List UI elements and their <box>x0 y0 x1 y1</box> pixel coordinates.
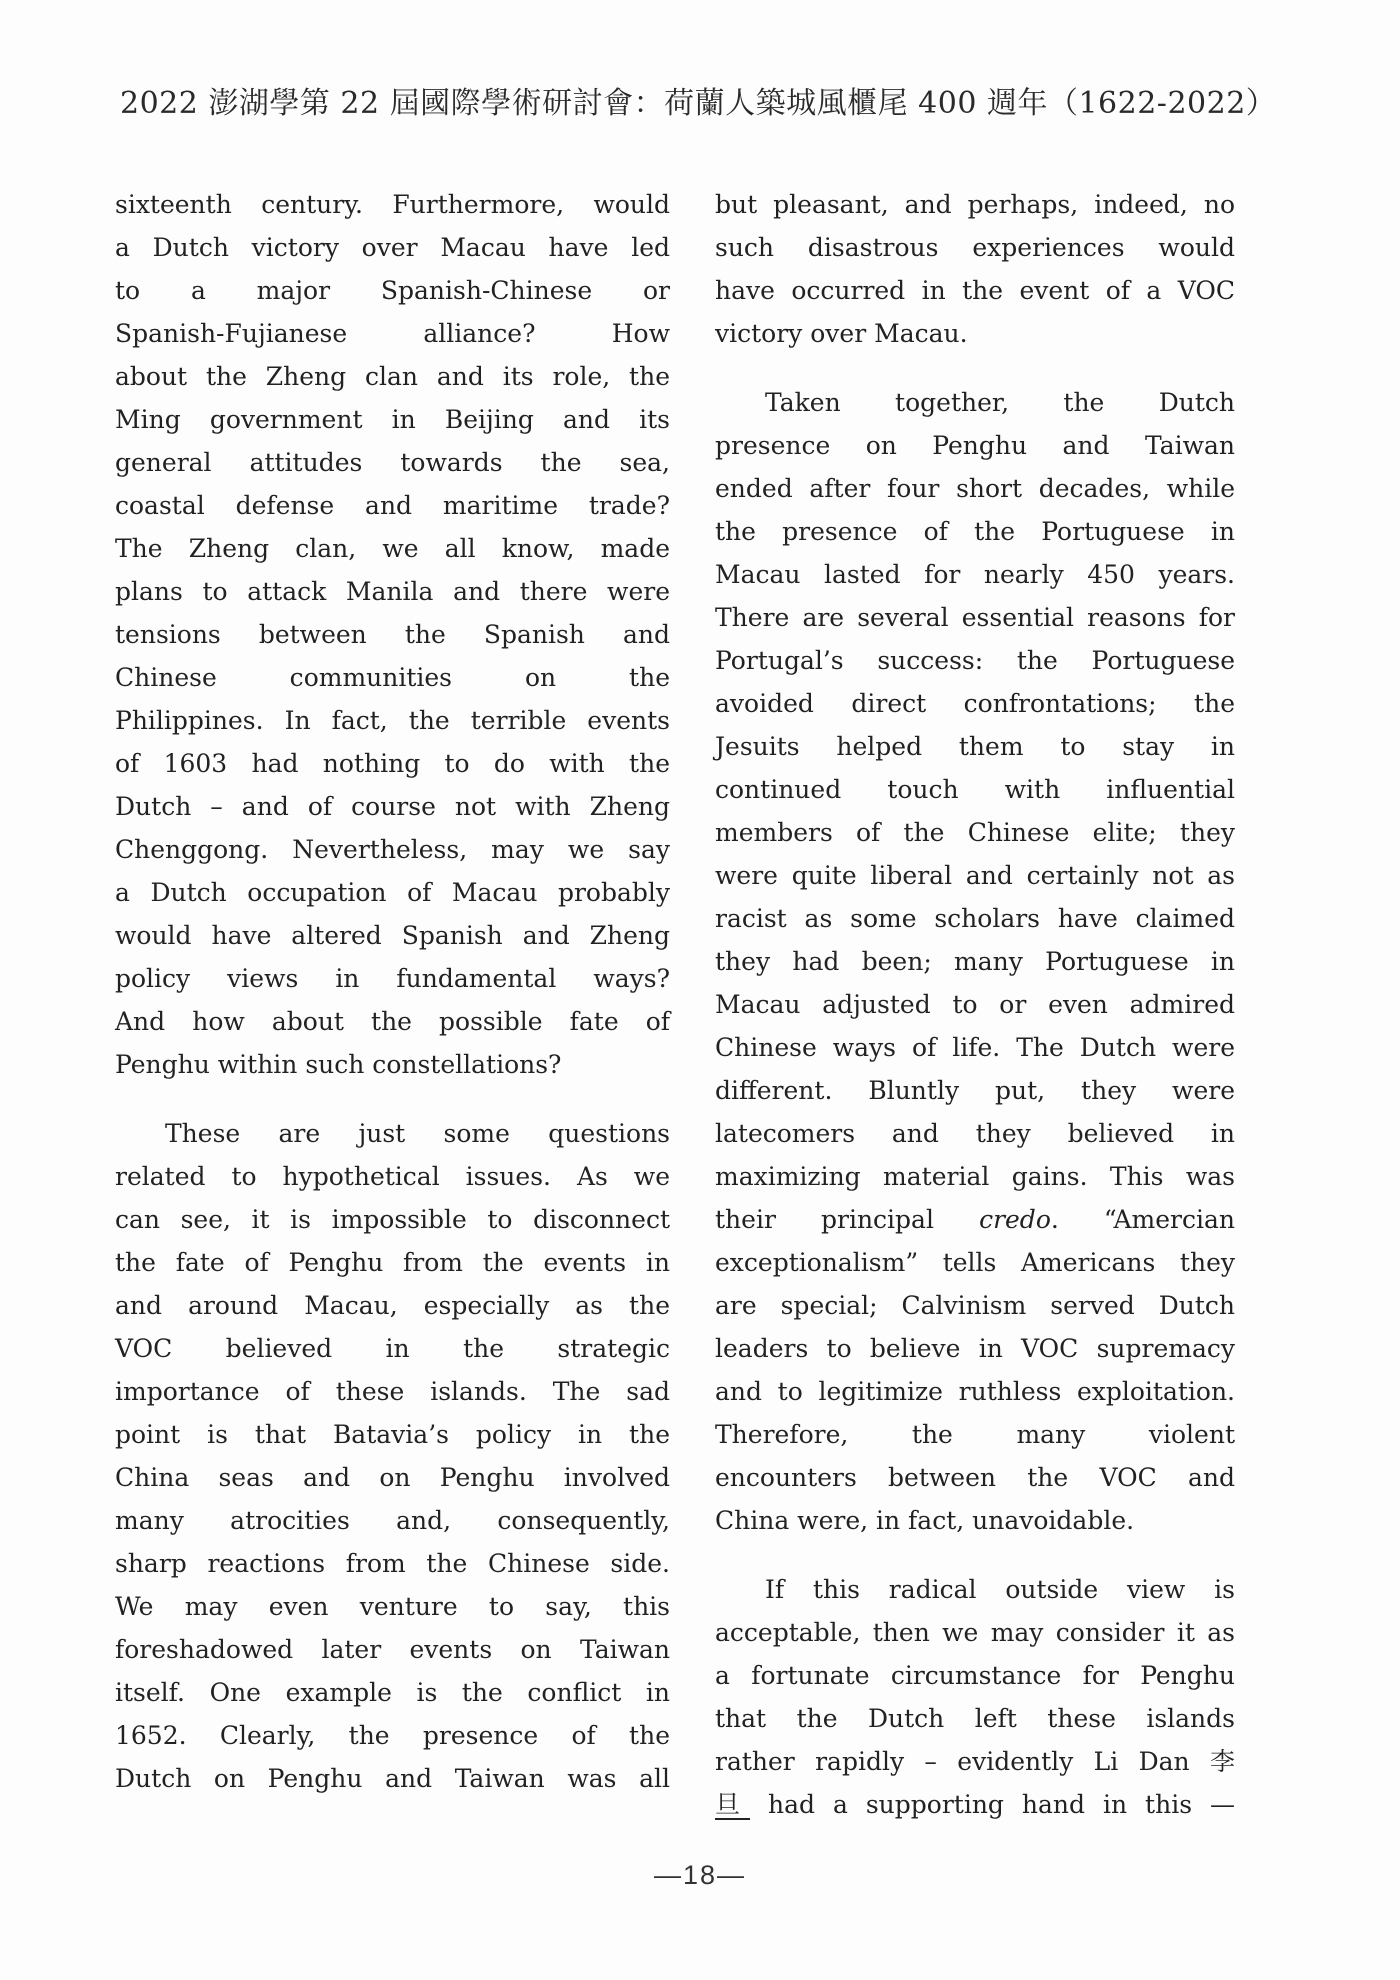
text-line: about the Zheng clan and its role, the <box>115 362 670 391</box>
text-line: If this radical outside view is <box>765 1575 1235 1604</box>
text-line: but pleasant, and perhaps, indeed, no <box>715 190 1235 219</box>
text-line: would have altered Spanish and Zheng <box>115 921 670 950</box>
text-line <box>715 1198 1235 1241</box>
text-line: presence on Penghu and Taiwan <box>715 431 1235 460</box>
text-segment: had a supporting hand in this — <box>750 1790 1235 1819</box>
text-line: point is that Batavia’s policy in the <box>115 1420 670 1449</box>
text-line: sharp reactions from the Chinese side. <box>115 1549 670 1578</box>
text-line: have occurred in the event of a VOC <box>715 276 1235 305</box>
text-line: were quite liberal and certainly not as <box>715 861 1235 890</box>
text-line: leaders to believe in VOC supremacy <box>715 1334 1235 1363</box>
text-line: the presence of the Portuguese in <box>715 517 1235 546</box>
text-line: Jesuits helped them to stay in <box>715 732 1235 761</box>
text-columns <box>115 183 1235 1826</box>
text-line: itself. One example is the conflict in <box>115 1678 670 1707</box>
text-line: such disastrous experiences would <box>715 233 1235 262</box>
text-line: many atrocities and, consequently, <box>115 1506 670 1535</box>
paragraph <box>715 183 1235 355</box>
page-header-title: 2022 澎湖學第 22 屆國際學術研討會：荷蘭人築城風櫃尾 400 週年（1622-2022） <box>120 86 1277 121</box>
text-line: The Zheng clan, we all know, made <box>115 534 670 563</box>
text-line: members of the Chinese elite; they <box>715 818 1235 847</box>
text-line: maximizing material gains. This was <box>715 1162 1235 1191</box>
column-right <box>715 183 1235 1826</box>
text-line: avoided direct confrontations; the <box>715 689 1235 718</box>
text-line: continued touch with influential <box>715 775 1235 804</box>
text-line: importance of these islands. The sad <box>115 1377 670 1406</box>
text-line: Macau lasted for nearly 450 years. <box>715 560 1235 589</box>
text-line: Chinese ways of life. The Dutch were <box>715 1033 1235 1062</box>
italic-text: credo <box>979 1205 1051 1234</box>
text-line: can see, it is impossible to disconnect <box>115 1205 670 1234</box>
text-line: the fate of Penghu from the events in <box>115 1248 670 1277</box>
text-line: to a major Spanish-Chinese or <box>115 276 670 305</box>
underline-text: 旦 <box>715 1790 751 1819</box>
text-line: Spanish-Fujianese alliance? How <box>115 319 670 348</box>
text-line: Taken together, the Dutch <box>765 388 1235 417</box>
text-line: rather rapidly – evidently Li Dan 李 <box>715 1747 1235 1776</box>
paragraph <box>115 183 670 1086</box>
text-line: Penghu within such constellations? <box>115 1050 562 1079</box>
text-line: victory over Macau. <box>715 319 968 348</box>
text-line: that the Dutch left these islands <box>715 1704 1235 1733</box>
text-line: Chinese communities on the <box>115 663 670 692</box>
text-line: a Dutch victory over Macau have led <box>115 233 670 262</box>
text-line: latecomers and they believed in <box>715 1119 1235 1148</box>
text-line: Chenggong. Nevertheless, may we say <box>115 835 670 864</box>
text-line: tensions between the Spanish and <box>115 620 670 649</box>
text-line: a fortunate circumstance for Penghu <box>715 1661 1235 1690</box>
text-line: VOC believed in the strategic <box>115 1334 670 1363</box>
text-line: a Dutch occupation of Macau probably <box>115 878 670 907</box>
paragraph <box>715 381 1235 1542</box>
text-line: exceptionalism” tells Americans they <box>715 1248 1235 1277</box>
text-line: and around Macau, especially as the <box>115 1291 670 1320</box>
text-line: they had been; many Portuguese in <box>715 947 1235 976</box>
text-line: related to hypothetical issues. As we <box>115 1162 670 1191</box>
text-line: sixteenth century. Furthermore, would <box>115 190 670 219</box>
text-line: racist as some scholars have claimed <box>715 904 1235 933</box>
text-line: and to legitimize ruthless exploitation. <box>715 1377 1235 1406</box>
paragraph <box>715 1568 1235 1826</box>
text-line: These are just some questions <box>165 1119 670 1148</box>
column-left <box>115 183 670 1826</box>
text-line: encounters between the VOC and <box>715 1463 1235 1492</box>
text-line: ended after four short decades, while <box>715 474 1235 503</box>
text-line <box>715 1783 1235 1826</box>
text-line: are special; Calvinism served Dutch <box>715 1291 1235 1320</box>
text-line: Philippines. In fact, the terrible events <box>115 706 670 735</box>
text-line: China seas and on Penghu involved <box>115 1463 670 1492</box>
text-line: Macau adjusted to or even admired <box>715 990 1235 1019</box>
text-line: Dutch on Penghu and Taiwan was all <box>115 1764 670 1793</box>
text-line: foreshadowed later events on Taiwan <box>115 1635 670 1664</box>
text-line: coastal defense and maritime trade? <box>115 491 670 520</box>
text-line: Portugal’s success: the Portuguese <box>715 646 1235 675</box>
text-line: There are several essential reasons for <box>715 603 1235 632</box>
text-segment: . “Amercian <box>1050 1205 1235 1234</box>
text-line: acceptable, then we may consider it as <box>715 1618 1235 1647</box>
paragraph <box>115 1112 670 1800</box>
page-number: —18— <box>653 1860 747 1890</box>
text-line: Ming government in Beijing and its <box>115 405 670 434</box>
text-segment: their principal <box>715 1205 980 1234</box>
text-line: We may even venture to say, this <box>115 1592 670 1621</box>
text-line: policy views in fundamental ways? <box>115 964 670 993</box>
text-line: plans to attack Manila and there were <box>115 577 670 606</box>
text-line: 1652. Clearly, the presence of the <box>115 1721 670 1750</box>
text-line: And how about the possible fate of <box>115 1007 670 1036</box>
text-line: of 1603 had nothing to do with the <box>115 749 670 778</box>
text-line: general attitudes towards the sea, <box>115 448 670 477</box>
text-line: different. Bluntly put, they were <box>715 1076 1235 1105</box>
text-line: Therefore, the many violent <box>715 1420 1235 1449</box>
text-line: Dutch – and of course not with Zheng <box>115 792 670 821</box>
text-line: China were, in fact, unavoidable. <box>715 1506 1135 1535</box>
